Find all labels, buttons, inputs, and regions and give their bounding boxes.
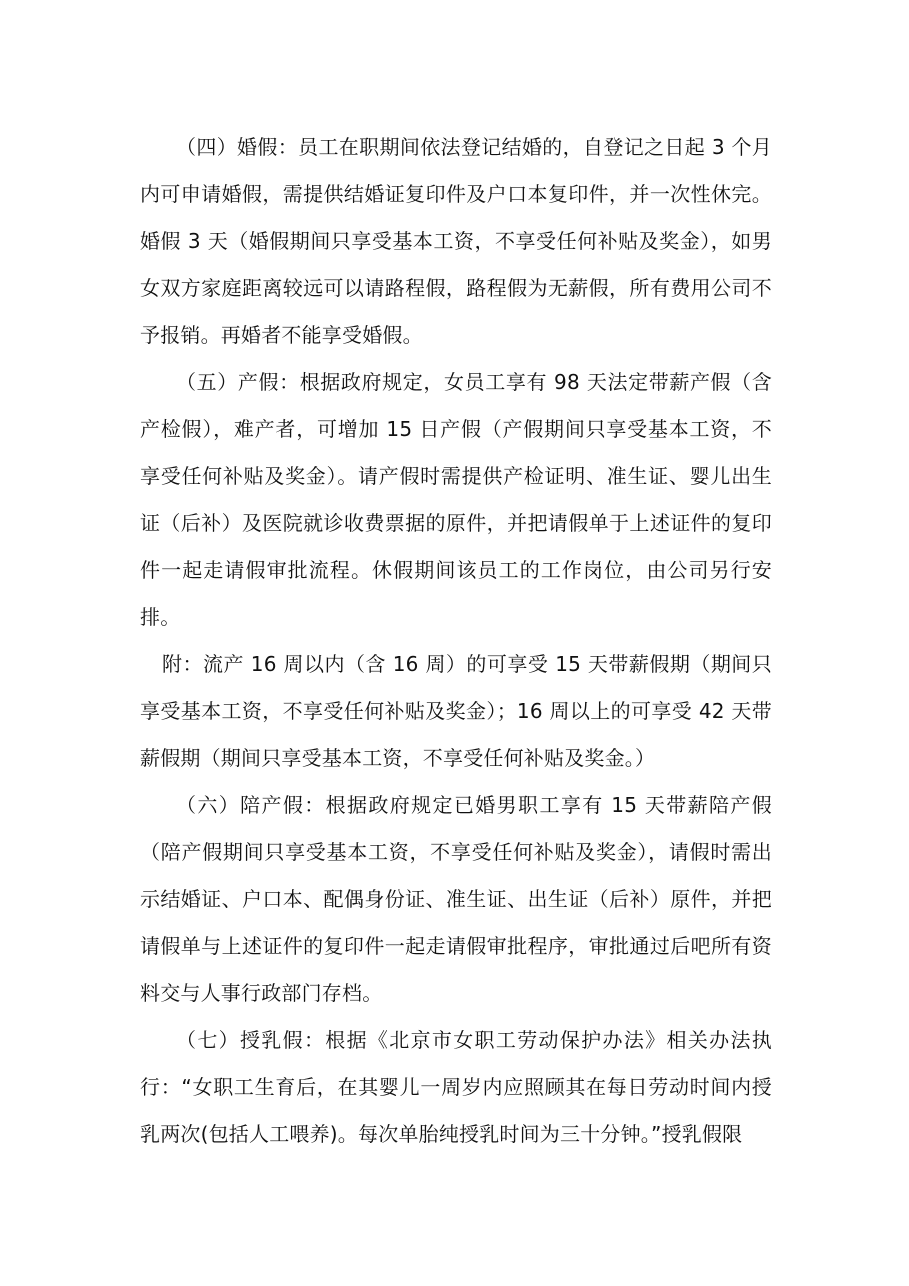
paragraph-maternity-leave: （五）产假：根据政府规定，女员工享有 98 天法定带薪产假（含产检假），难产者，可增加 15 日产假（产假期间只享受基本工资，不享受任何补贴及奖金）。请产假时需提供产检证明、准生证、婴儿出生证（后补）及医院就诊收费票据的原件，并把请假单于上述证件的复印件一起走请假审批流程。休假期间该员工的工作岗位，由公司另行安排。 — [140, 370, 772, 629]
paragraph-nursing-leave: （七）授乳假：根据《北京市女职工劳动保护办法》相关办法执行：“女职工生育后，在其婴儿一周岁内应照顾其在每日劳动时间内授乳两次(包括人工喂养)。每次单胎纯授乳时间为三十分钟。”授乳假限 — [140, 1028, 772, 1146]
paragraph-miscarriage-note: 附：流产 16 周以内（含 16 周）的可享受 15 天带薪假期（期间只享受基本工资，不享受任何补贴及奖金）；16 周以上的可享受 42 天带薪假期（期间只享受基本工资，不享受任何补贴及奖金。） — [140, 652, 772, 770]
document-body — [140, 124, 772, 1158]
paragraph-marriage-leave: （四）婚假：员工在职期间依法登记结婚的，自登记之日起 3 个月内可申请婚假，需提供结婚证复印件及户口本复印件，并一次性休完。婚假 3 天（婚假期间只享受基本工资，不享受任何补贴及奖金），如男女双方家庭距离较远可以请路程假，路程假为无薪假，所有费用公司不予报销。再婚者不能享受婚假。 — [140, 135, 772, 347]
paragraph-paternity-leave: （六）陪产假：根据政府规定已婚男职工享有 15 天带薪陪产假（陪产假期间只享受基本工资，不享受任何补贴及奖金），请假时需出示结婚证、户口本、配偶身份证、准生证、出生证（后补）原件，并把请假单与上述证件的复印件一起走请假审批程序，审批通过后吧所有资料交与人事行政部门存档。 — [140, 793, 772, 1005]
